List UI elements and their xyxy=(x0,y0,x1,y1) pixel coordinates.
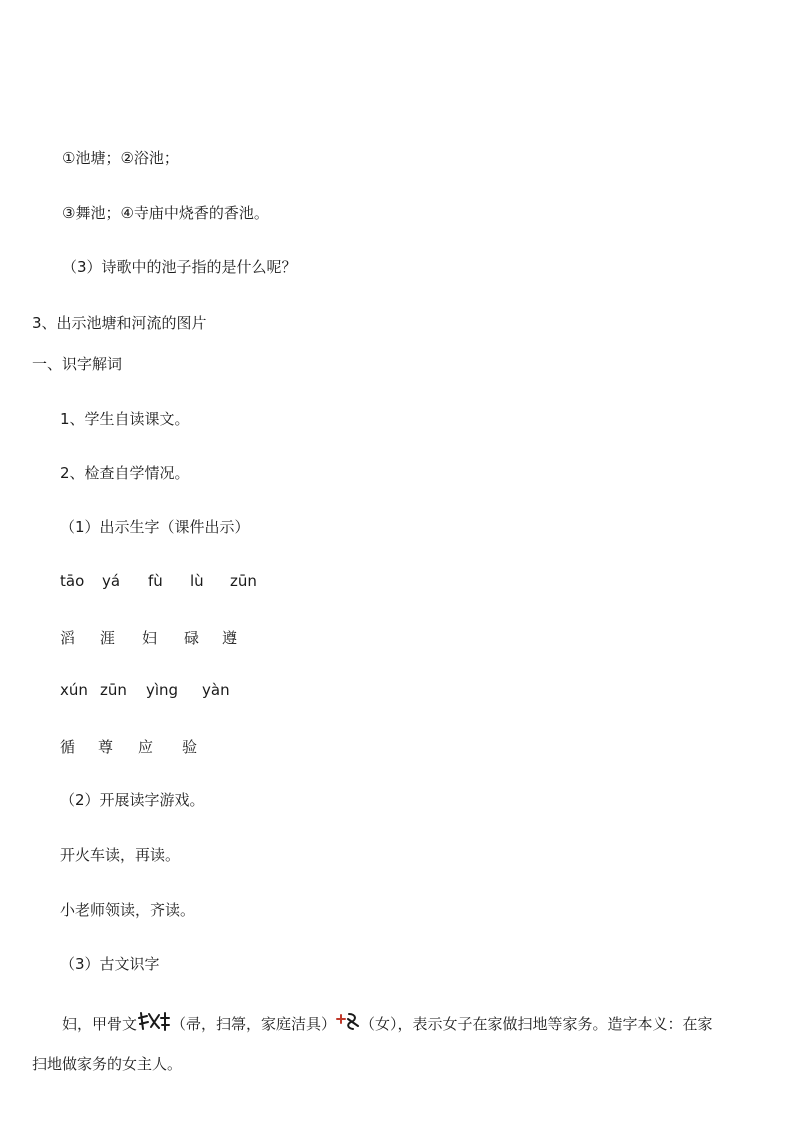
pinyin: yàn xyxy=(202,681,230,699)
paragraph-line-1 xyxy=(62,1010,713,1034)
pinyin: zūn xyxy=(230,572,257,590)
pinyin: xún xyxy=(60,681,88,699)
pinyin: tāo xyxy=(60,572,85,590)
pinyin-row-2 xyxy=(0,681,794,701)
char-row-1 xyxy=(0,627,794,647)
paragraph-text: （帚，扫箒，家庭洁具） xyxy=(171,1015,337,1033)
text-line-activity-1: 开火车读，再读。 xyxy=(60,846,181,864)
character: 尊 xyxy=(98,738,114,756)
paragraph-text: 妇，甲骨文 xyxy=(62,1015,138,1033)
text-line-sub-3: （3）古文识字 xyxy=(60,955,160,973)
character: 应 xyxy=(138,738,154,756)
character: 妇 xyxy=(142,629,158,647)
pinyin: yá xyxy=(102,572,121,590)
text-line-sub-1: （1）出示生字（课件出示） xyxy=(60,518,250,536)
character: 碌 xyxy=(184,629,200,647)
text-line-step-1: 1、学生自读课文。 xyxy=(60,410,190,428)
text-line-sub-2: （2）开展读字游戏。 xyxy=(60,791,205,809)
character: 滔 xyxy=(60,629,76,647)
text-line-step-2: 2、检查自学情况。 xyxy=(60,464,190,482)
pinyin-row-1 xyxy=(0,572,794,592)
section-heading-3: 3、出示池塘和河流的图片 xyxy=(32,314,207,332)
character: 涯 xyxy=(100,629,116,647)
paragraph-line-2: 扫地做家务的女主人。 xyxy=(32,1055,183,1073)
oracle-bone-woman-icon xyxy=(336,1010,360,1032)
char-row-2 xyxy=(0,736,794,756)
text-line-3: （3）诗歌中的池子指的是什么呢？ xyxy=(62,258,297,276)
text-line-1: ①池塘；②浴池； xyxy=(62,149,179,167)
pinyin: lù xyxy=(190,572,204,590)
character: 循 xyxy=(60,738,76,756)
paragraph-text: （女），表示女子在家做扫地等家务。造字本义：在家 xyxy=(360,1015,713,1033)
text-line-2: ③舞池；④寺庙中烧香的香池。 xyxy=(62,204,269,222)
character: 遵 xyxy=(222,629,238,647)
character: 验 xyxy=(182,738,198,756)
oracle-bone-broom-icon xyxy=(137,1010,171,1032)
pinyin: yìng xyxy=(146,681,179,699)
text-line-activity-2: 小老师领读，齐读。 xyxy=(60,901,196,919)
pinyin: zūn xyxy=(100,681,127,699)
pinyin: fù xyxy=(148,572,163,590)
section-heading-1: 一、识字解词 xyxy=(32,355,123,373)
